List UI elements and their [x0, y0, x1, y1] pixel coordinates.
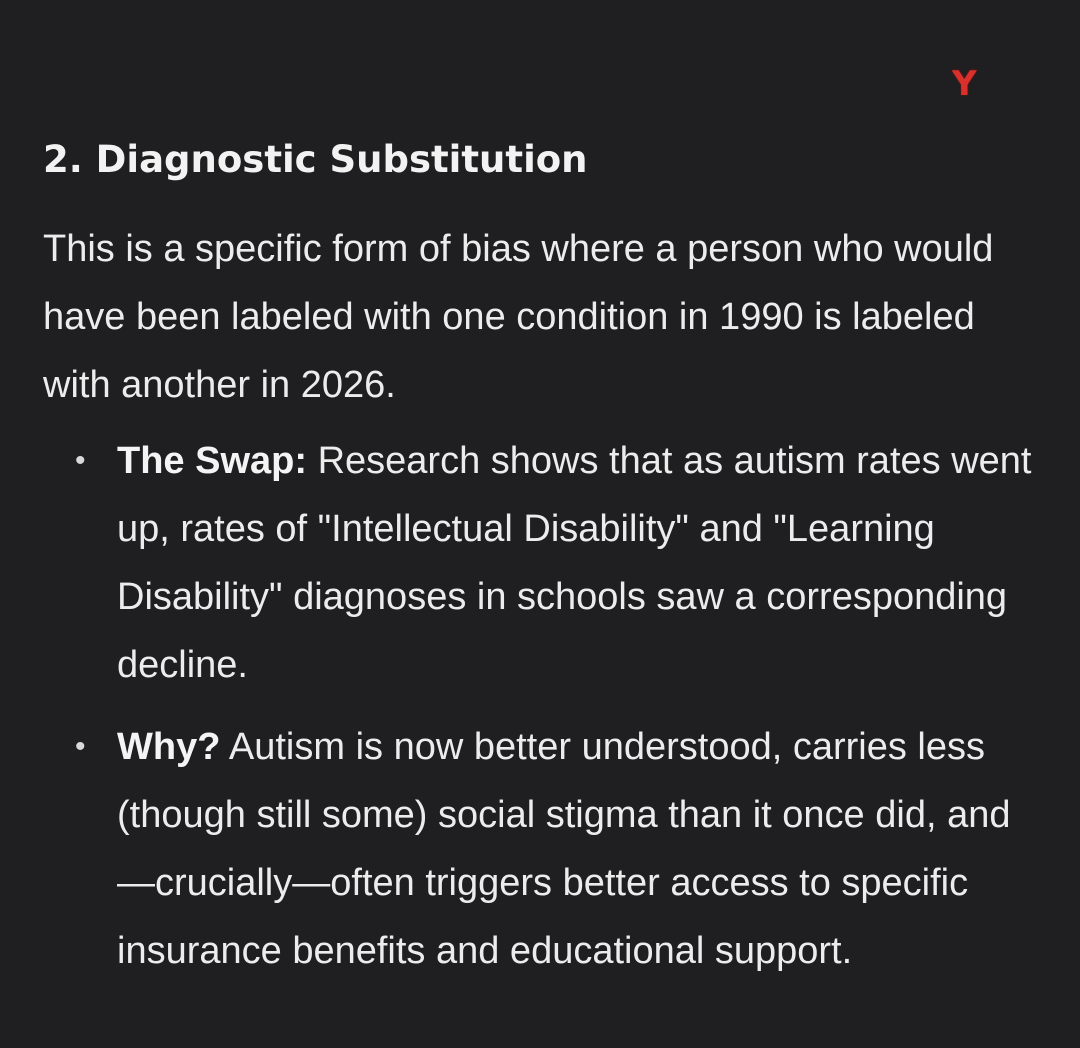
intro-paragraph: This is a specific form of bias where a person who would have been labeled with one condition in 1990 is labeled with another in 2026.	[43, 228, 994, 406]
bullet-dot-icon: •	[75, 730, 86, 763]
bullet-term: Why?	[117, 726, 221, 768]
section-heading: 2. Diagnostic Substitution	[43, 138, 588, 181]
bullet-text: Autism is now better understood, carries less (though still some) social stigma than it once did, and—crucially—often triggers better access to specific insurance benefits and educational support.	[117, 726, 1011, 972]
bullet-text: Research shows that as autism rates went up, rates of "Intellectual Disability" and "Learning Disability" diagnoses in schools saw a corresponding decline.	[117, 440, 1032, 686]
article-section	[43, 136, 1043, 999]
bullet-term: The Swap:	[117, 440, 308, 482]
list-item-why	[43, 713, 1043, 985]
bullet-list	[43, 427, 1043, 985]
bullet-dot-icon: •	[75, 444, 86, 477]
list-item-the-swap	[43, 427, 1043, 699]
corner-logo-mark: Y	[952, 64, 977, 104]
